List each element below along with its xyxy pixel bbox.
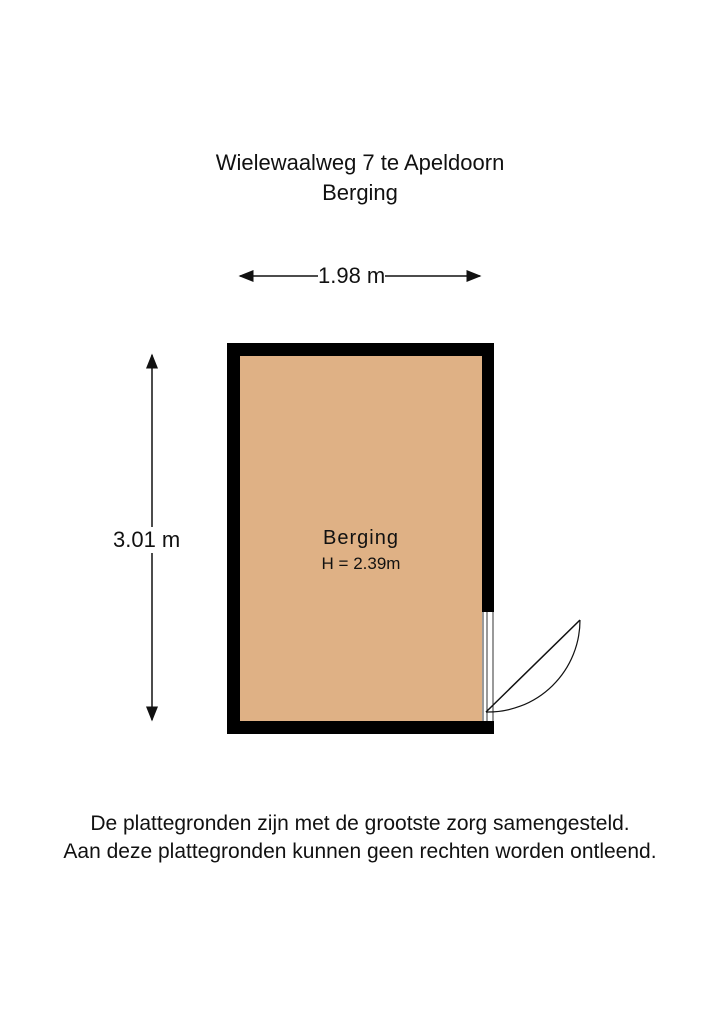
disclaimer-line-2: Aan deze plattegronden kunnen geen rechten worden ontleend. — [63, 840, 657, 863]
width-label: 1.98 m — [318, 263, 386, 288]
room-ceiling-height: H = 2.39m — [321, 554, 401, 573]
room-name: Berging — [323, 527, 399, 549]
plan-title: Wielewaalweg 7 te Apeldoorn — [215, 150, 505, 175]
door-opening — [482, 612, 494, 721]
disclaimer-line-1: De plattegronden zijn met de grootste zorg samengesteld. — [90, 812, 630, 835]
door-leaf — [486, 620, 580, 712]
plan-subtitle: Berging — [322, 180, 398, 205]
height-label: 3.01 m — [113, 527, 181, 552]
